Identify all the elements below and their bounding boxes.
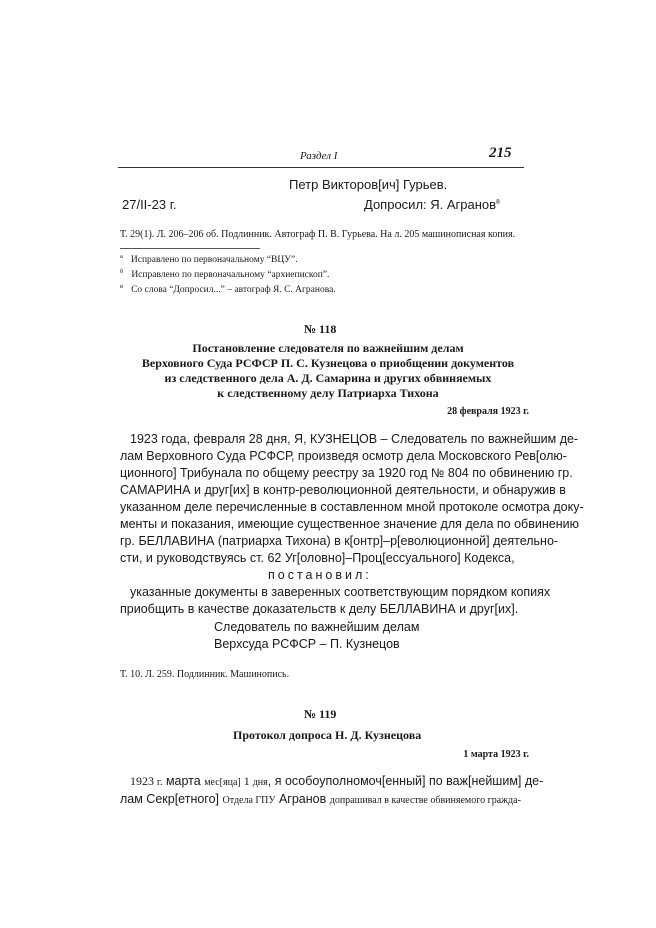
body-fragment: мес[яца] <box>204 777 241 788</box>
body-fragment: 1 <box>240 774 253 788</box>
signature-line: Верхсуда РСФСР – П. Кузнецов <box>214 637 400 651</box>
interrogator-line <box>364 197 500 212</box>
body-fragment: г. <box>157 777 163 788</box>
interrogator-text: Допросил: Я. Агранов <box>364 197 497 212</box>
header-rule <box>118 167 524 168</box>
footnote <box>120 283 336 295</box>
footnote <box>120 268 329 280</box>
witness-signature: Петр Викторов[ич] Гурьев. <box>289 177 448 192</box>
signature-line: Следователь по важнейшим делам <box>214 620 420 634</box>
body-line: 1923 года, февраля 28 дня, Я, КУЗНЕЦОВ – Следователь по важнейшим де- <box>130 432 579 446</box>
document-number: № 118 <box>304 322 337 336</box>
document-date: 28 февраля 1923 г. <box>447 406 529 417</box>
document-title-line: к следственному делу Патриарха Тихона <box>217 386 439 400</box>
footnote-marker: в <box>120 283 124 290</box>
archive-source: Т. 29(1). Л. 206–206 об. Подлинник. Автограф П. В. Гурьева. На л. 205 машинописная копия. <box>120 229 516 240</box>
footnote-text: Исправлено по первоначальному “ВЦУ”. <box>130 255 298 266</box>
body-line: гр. БЕЛЛАВИНА (патриарха Тихона) в к[онтр]–р[еволюционной] деятельно- <box>120 534 559 548</box>
body-line <box>130 774 543 789</box>
document-title-line: Верховного Суда РСФСР П. С. Кузнецова о приобщении документов <box>141 356 515 370</box>
body-fragment: , я особоуполномоч[енный] по важ[нейшим] де- <box>267 774 544 788</box>
body-fragment: лам Секр[етного] <box>120 792 223 806</box>
footnote-marker: б <box>120 268 124 275</box>
document-title-line: из следственного дела А. Д. Самарина и других обвиняемых <box>164 371 492 385</box>
footnote <box>120 253 298 265</box>
footnote-text: Со слова “Допросил...” – автограф Я. С. Агранова. <box>131 285 336 296</box>
body-line: указанном деле перечисленные в составленном мной протоколе осмотра доку- <box>120 500 584 514</box>
body-fragment: 1923 <box>130 774 157 788</box>
body-fragment: марта <box>162 774 205 788</box>
interrogation-date: 27/II-23 г. <box>122 197 177 212</box>
footnote-rule <box>120 248 260 249</box>
footnote-marker: а <box>120 253 123 260</box>
page-number: 215 <box>489 145 512 161</box>
resolution-line: указанные документы в заверенных соответствующим порядком копиях <box>130 585 551 599</box>
section-header: Раздел I <box>300 150 338 162</box>
body-line: САМАРИНА и друг[их] в контр-революционной деятельности, и обнаружив в <box>120 483 566 497</box>
body-fragment: Агранов <box>275 792 330 806</box>
footnote-mark: в <box>496 198 500 206</box>
document-date: 1 марта 1923 г. <box>463 749 529 760</box>
body-line <box>120 792 521 807</box>
body-line: сти, и руководствуясь ст. 62 Уг[оловно]–Проц[ессуального] Кодекса, <box>120 551 515 565</box>
resolution-line: приобщить в качестве доказательств к делу БЕЛЛАВИНА и друг[их]. <box>120 602 519 616</box>
footnote-text: Исправлено по первоначальному “архиепископ”. <box>131 270 330 281</box>
body-line: ционного] Трибунала по общему реестру за 1920 год № 804 по обвинению гр. <box>120 466 573 480</box>
body-fragment: Отдела ГПУ <box>222 795 276 806</box>
resolution-heading: постановил: <box>268 568 372 582</box>
body-fragment: допрашивал в качестве обвиняемого гражда- <box>329 795 521 806</box>
document-title-line: Постановление следователя по важнейшим делам <box>192 341 464 355</box>
archive-source: Т. 10. Л. 259. Подлинник. Машинопись. <box>120 669 290 680</box>
document-title: Протокол допроса Н. Д. Кузнецова <box>233 728 422 742</box>
body-line: лам Верховного Суда РСФСР, произведя осмотр дела Московского Рев[олю- <box>120 449 567 463</box>
body-fragment: дня <box>252 777 268 788</box>
document-number: № 119 <box>304 707 337 721</box>
body-line: менты и показания, имеющие существенное значение для дела по обвинению <box>120 517 579 531</box>
